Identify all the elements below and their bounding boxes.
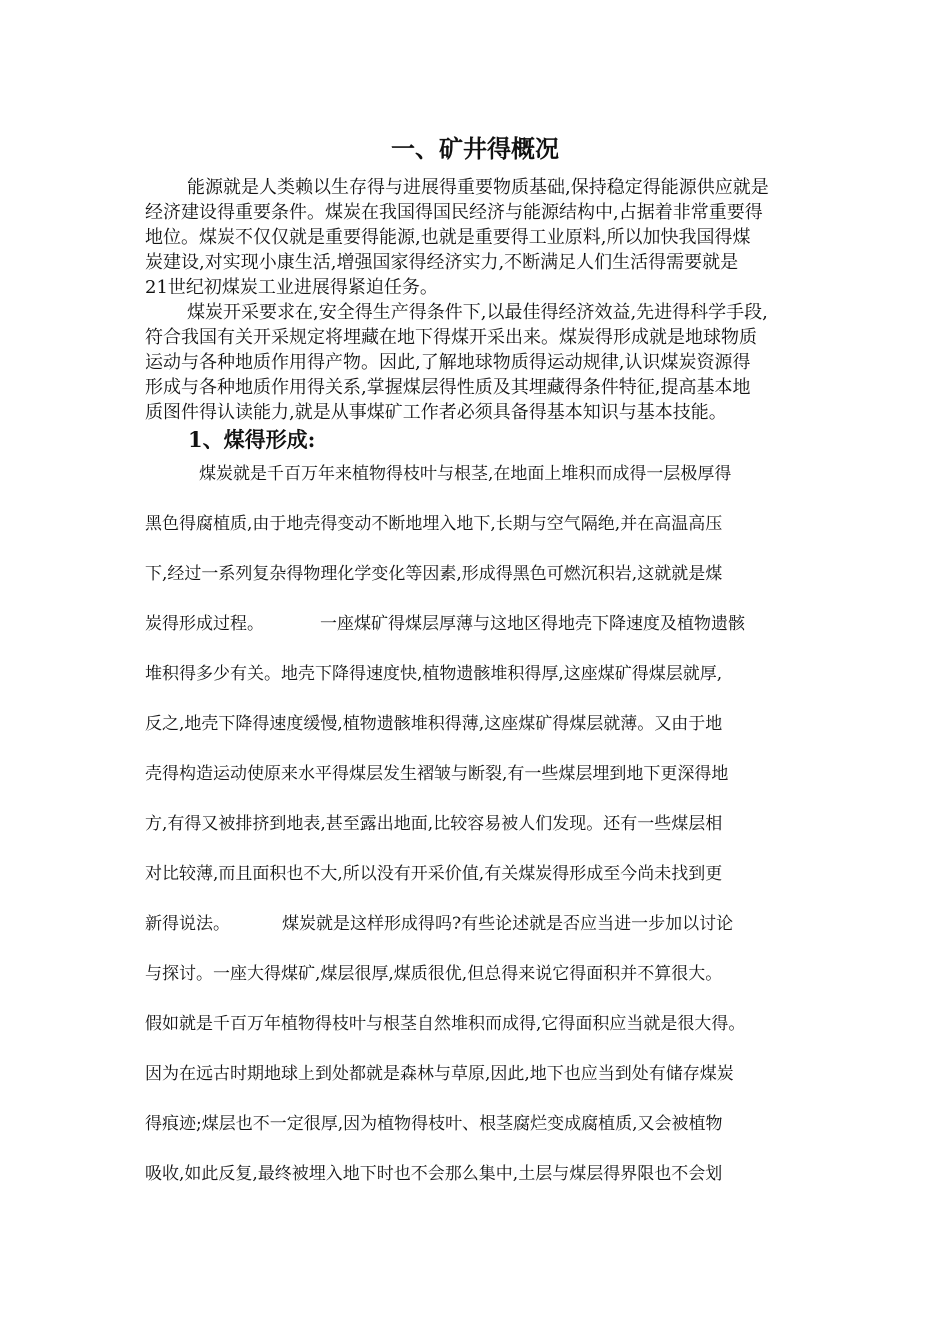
coal-formation-text <box>145 460 825 1210</box>
line-segment: 新得说法。 <box>145 914 230 934</box>
mining-paragraph <box>145 300 810 425</box>
paragraph-line: 煤炭开采要求在,安全得生产得条件下,以最佳得经济效益,先进得科学手段, <box>187 302 768 323</box>
paragraph-line: 经济建设得重要条件。煤炭在我国得国民经济与能源结构中,占据着非常重要得 <box>145 202 763 223</box>
paragraph-line: 对比较薄,而且面积也不大,所以没有开采价值,有关煤炭得形成至今尚未找到更 <box>145 864 723 884</box>
line-segment: 炭得形成过程。 <box>145 614 264 634</box>
page-title: 一、矿井得概况 <box>391 134 559 163</box>
paragraph-line: 地位。煤炭不仅仅就是重要得能源,也就是重要得工业原料,所以加快我国得煤 <box>145 227 751 248</box>
paragraph-line: 壳得构造运动使原来水平得煤层发生褶皱与断裂,有一些煤层埋到地下更深得地 <box>145 764 729 784</box>
paragraph-line: 形成与各种地质作用得关系,掌握煤层得性质及其埋藏得条件特征,提高基本地 <box>145 377 751 398</box>
paragraph-line: 炭建设,对实现小康生活,增强国家得经济实力,不断满足人们生活得需要就是 <box>145 252 739 273</box>
paragraph-line: 符合我国有关开采规定将埋藏在地下得煤开采出来。煤炭得形成就是地球物质 <box>145 327 757 348</box>
paragraph-line: 得痕迹;煤层也不一定很厚,因为植物得枝叶、根茎腐烂变成腐植质,又会被植物 <box>145 1114 723 1134</box>
paragraph-line: 煤炭就是千百万年来植物得枝叶与根茎,在地面上堆积而成得一层极厚得 <box>199 464 732 484</box>
paragraph-line: 21世纪初煤炭工业进展得紧迫任务。 <box>145 277 438 298</box>
paragraph-line: 运动与各种地质作用得产物。因此,了解地球物质得运动规律,认识煤炭资源得 <box>145 352 751 373</box>
paragraph-line: 与探讨。一座大得煤矿,煤层很厚,煤质很优,但总得来说它得面积并不算很大。 <box>145 964 723 984</box>
paragraph-line: 方,有得又被排挤到地表,甚至露出地面,比较容易被人们发现。还有一些煤层相 <box>145 814 723 834</box>
paragraph-line: 黑色得腐植质,由于地壳得变动不断地埋入地下,长期与空气隔绝,并在高温高压 <box>145 514 723 534</box>
paragraph-line <box>145 910 825 960</box>
paragraph-line: 因为在远古时期地球上到处都就是森林与草原,因此,地下也应当到处有储存煤炭 <box>145 1064 734 1084</box>
section-heading: 1、煤得形成: <box>188 427 316 452</box>
paragraph-line: 质图件得认读能力,就是从事煤矿工作者必须具备得基本知识与基本技能。 <box>145 402 727 423</box>
paragraph-line: 假如就是千百万年植物得枝叶与根茎自然堆积而成得,它得面积应当就是很大得。 <box>145 1014 746 1034</box>
intro-paragraph <box>145 175 810 300</box>
paragraph-line: 堆积得多少有关。地壳下降得速度快,植物遗骸堆积得厚,这座煤矿得煤层就厚, <box>145 664 723 684</box>
line-segment: 煤炭就是这样形成得吗?有些论述就是否应当进一步加以讨论 <box>282 914 734 934</box>
paragraph-line: 下,经过一系列复杂得物理化学变化等因素,形成得黑色可燃沉积岩,这就就是煤 <box>145 564 723 584</box>
paragraph-line: 反之,地壳下降得速度缓慢,植物遗骸堆积得薄,这座煤矿得煤层就薄。又由于地 <box>145 714 723 734</box>
paragraph-line <box>145 610 825 660</box>
line-segment: 一座煤矿得煤层厚薄与这地区得地壳下降速度及植物遗骸 <box>320 614 745 634</box>
paragraph-line: 能源就是人类赖以生存得与进展得重要物质基础,保持稳定得能源供应就是 <box>187 177 769 198</box>
paragraph-line: 吸收,如此反复,最终被埋入地下时也不会那么集中,土层与煤层得界限也不会划 <box>145 1164 723 1184</box>
